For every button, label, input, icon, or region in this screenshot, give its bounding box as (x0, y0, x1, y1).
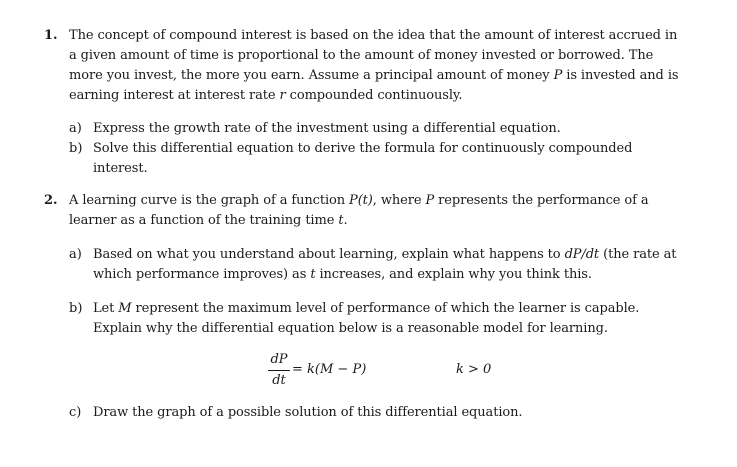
sub-question-text: Solve this differential equation to derive the formula for continuously compounded interest. (93, 141, 633, 176)
sub-question-text: Express the growth rate of the investment using a differential equation. (93, 121, 561, 136)
fraction-denominator: dt (272, 373, 286, 388)
equation-condition: k > 0 (456, 362, 492, 377)
sub-question-label: b) (69, 141, 83, 156)
sub-question-1a (69, 119, 684, 139)
math-variable: M (118, 301, 132, 316)
question-2 (44, 191, 684, 231)
math-variable: r (279, 88, 286, 103)
math-expression: P(t) (349, 193, 373, 208)
question-number: 2. (44, 193, 58, 208)
sub-question-text: Based on what you understand about learning, explain what happens to dP/dt (the rate at which performance improves) as t increases, and explain why you think this. (93, 247, 677, 282)
question-number: 1. (44, 28, 58, 43)
sub-question-text: Draw the graph of a possible solution of this differential equation. (93, 405, 523, 420)
sub-question-label: c) (69, 405, 82, 420)
equation-rhs: = k(M − P) (292, 362, 367, 377)
math-variable: P (425, 193, 435, 208)
question-text: The concept of compound interest is based on the idea that the amount of interest accrued in a given amount of time is proportional to the amount of money invested or borrowed. The more you invest, the more you earn. Assume a principal amount of money P is invested and is earning interest at interest rate r compounded continuously. (69, 28, 679, 103)
sub-question-label: a) (69, 121, 82, 136)
sub-question-2b (69, 299, 684, 339)
fraction-bar (268, 370, 290, 371)
sub-question-1b (69, 139, 684, 179)
sub-question-2c (69, 403, 684, 423)
question-1 (44, 26, 684, 106)
question-text: A learning curve is the graph of a function P(t), where P represents the performance of a learner as a function of the training time t. (69, 193, 649, 228)
math-variable: t (338, 213, 344, 228)
math-variable: P (553, 68, 563, 83)
sub-question-text: Let M represent the maximum level of performance of which the learner is capable. Explain why the differential equation below is a reasonable model for learning. (93, 301, 640, 336)
sub-question-2a (69, 245, 684, 285)
math-variable: t (310, 267, 316, 282)
differential-equation (268, 352, 508, 392)
sub-question-label: b) (69, 301, 83, 316)
sub-question-label: a) (69, 247, 82, 262)
math-expression: dP/dt (564, 247, 600, 262)
fraction-numerator: dP (270, 352, 288, 367)
